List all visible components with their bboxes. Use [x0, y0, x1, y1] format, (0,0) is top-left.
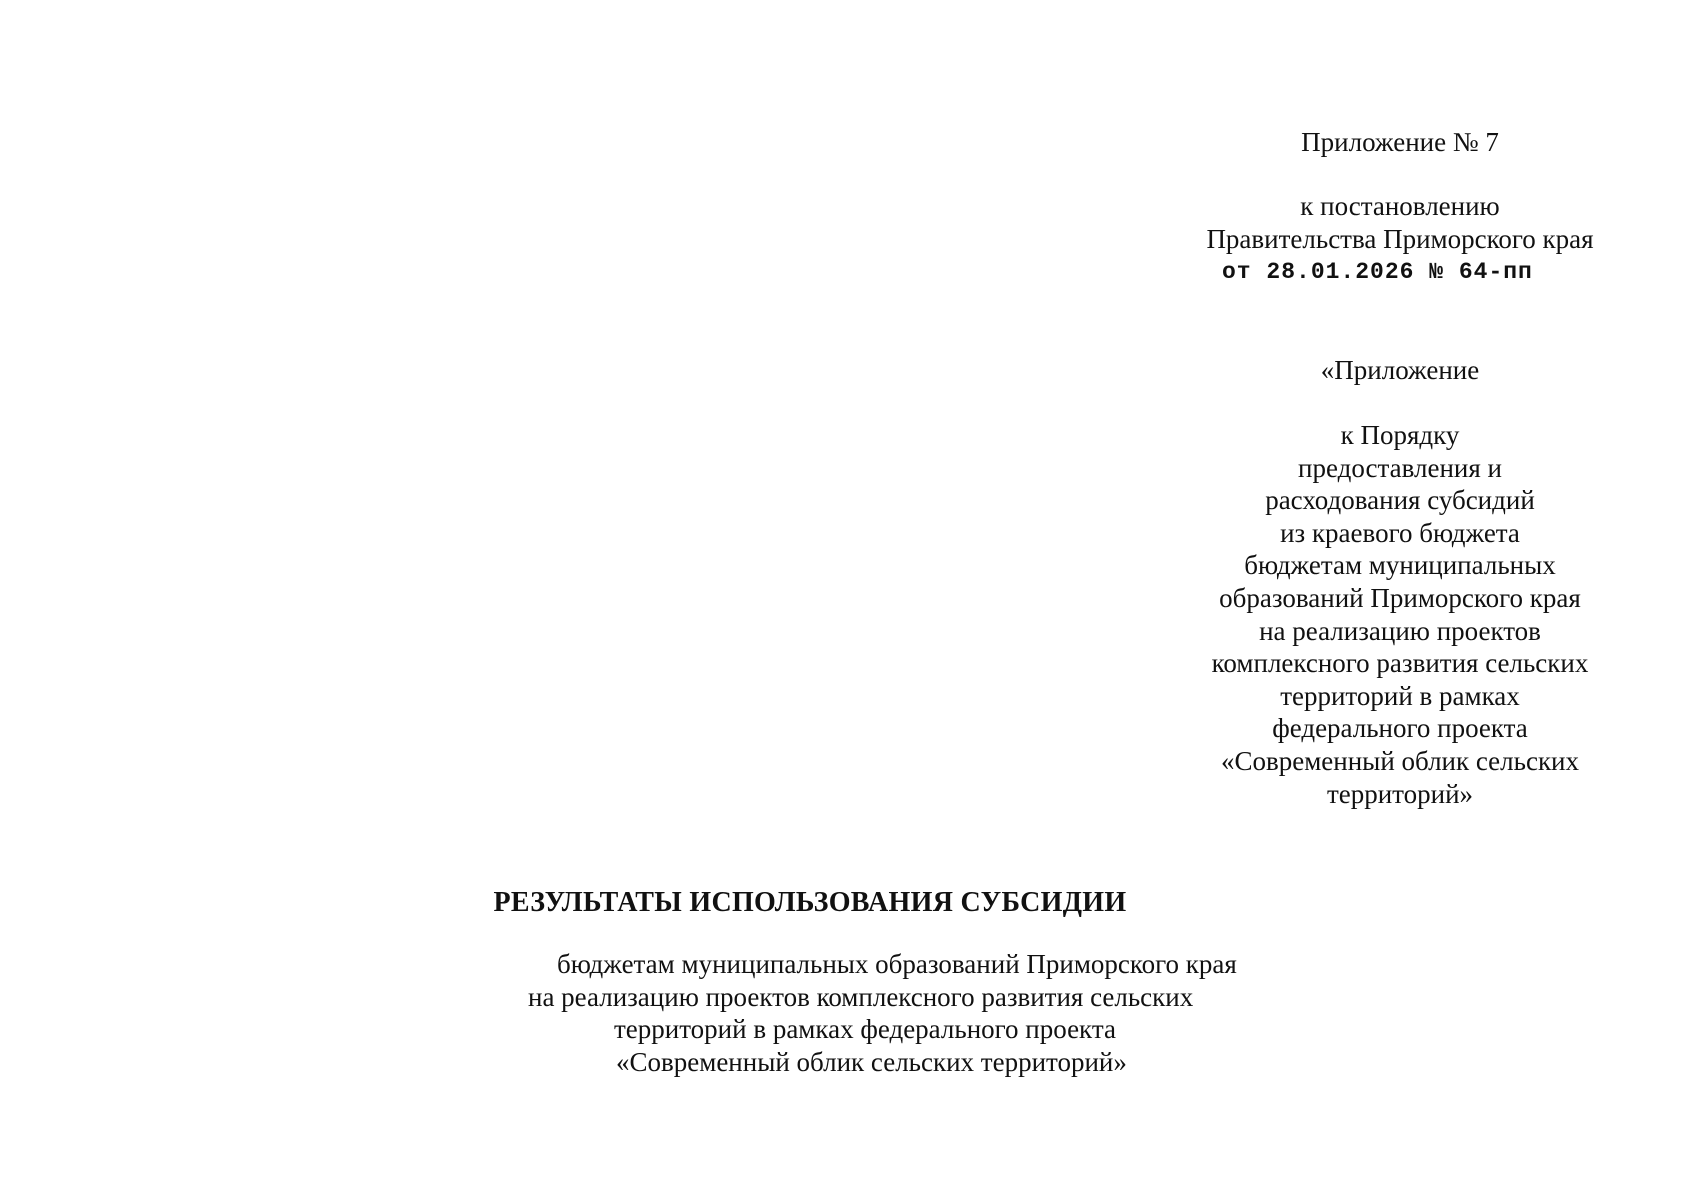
subtitle-line: «Современный облик сельских территорий» [616, 1046, 1127, 1077]
subtitle-line: на реализацию проектов комплексного развития сельских [528, 981, 1194, 1012]
procedure-line: к Порядку [1340, 420, 1460, 450]
procedure-reference [1170, 419, 1630, 810]
procedure-line: территорий» [1326, 778, 1474, 809]
procedure-line: территорий в рамках [1280, 680, 1520, 711]
procedure-line: из краевого бюджета [1280, 517, 1520, 548]
decree-line-1: к постановлению [1300, 191, 1500, 221]
heading-subtitle [480, 948, 1300, 1078]
subtitle-line: территорий в рамках федерального проекта [614, 1014, 1116, 1044]
main-heading: РЕЗУЛЬТАТЫ ИСПОЛЬЗОВАНИЯ СУБСИДИИ [493, 887, 1127, 918]
procedure-line: комплексного развития сельских [1211, 648, 1589, 679]
procedure-line: федерального проекта [1272, 713, 1528, 744]
annex-title: Приложение № 7 [1301, 127, 1499, 157]
decree-date-number: от 28.01.2026 № 64-пп [1222, 259, 1533, 285]
procedure-line: образований Приморского края [1219, 582, 1581, 613]
procedure-line: на реализацию проектов [1259, 615, 1541, 646]
appendix-quote-title: «Приложение [1320, 355, 1480, 385]
procedure-line: бюджетам муниципальных [1244, 550, 1556, 581]
procedure-line: «Современный облик сельских [1220, 745, 1580, 776]
decree-line-2: Правительства Приморского края [1206, 224, 1594, 254]
procedure-line: предоставления и [1298, 452, 1502, 483]
subtitle-line: бюджетам муниципальных образований Приморского края [557, 949, 1237, 979]
decree-reference [1150, 190, 1650, 256]
procedure-line: расходования субсидий [1265, 485, 1535, 516]
